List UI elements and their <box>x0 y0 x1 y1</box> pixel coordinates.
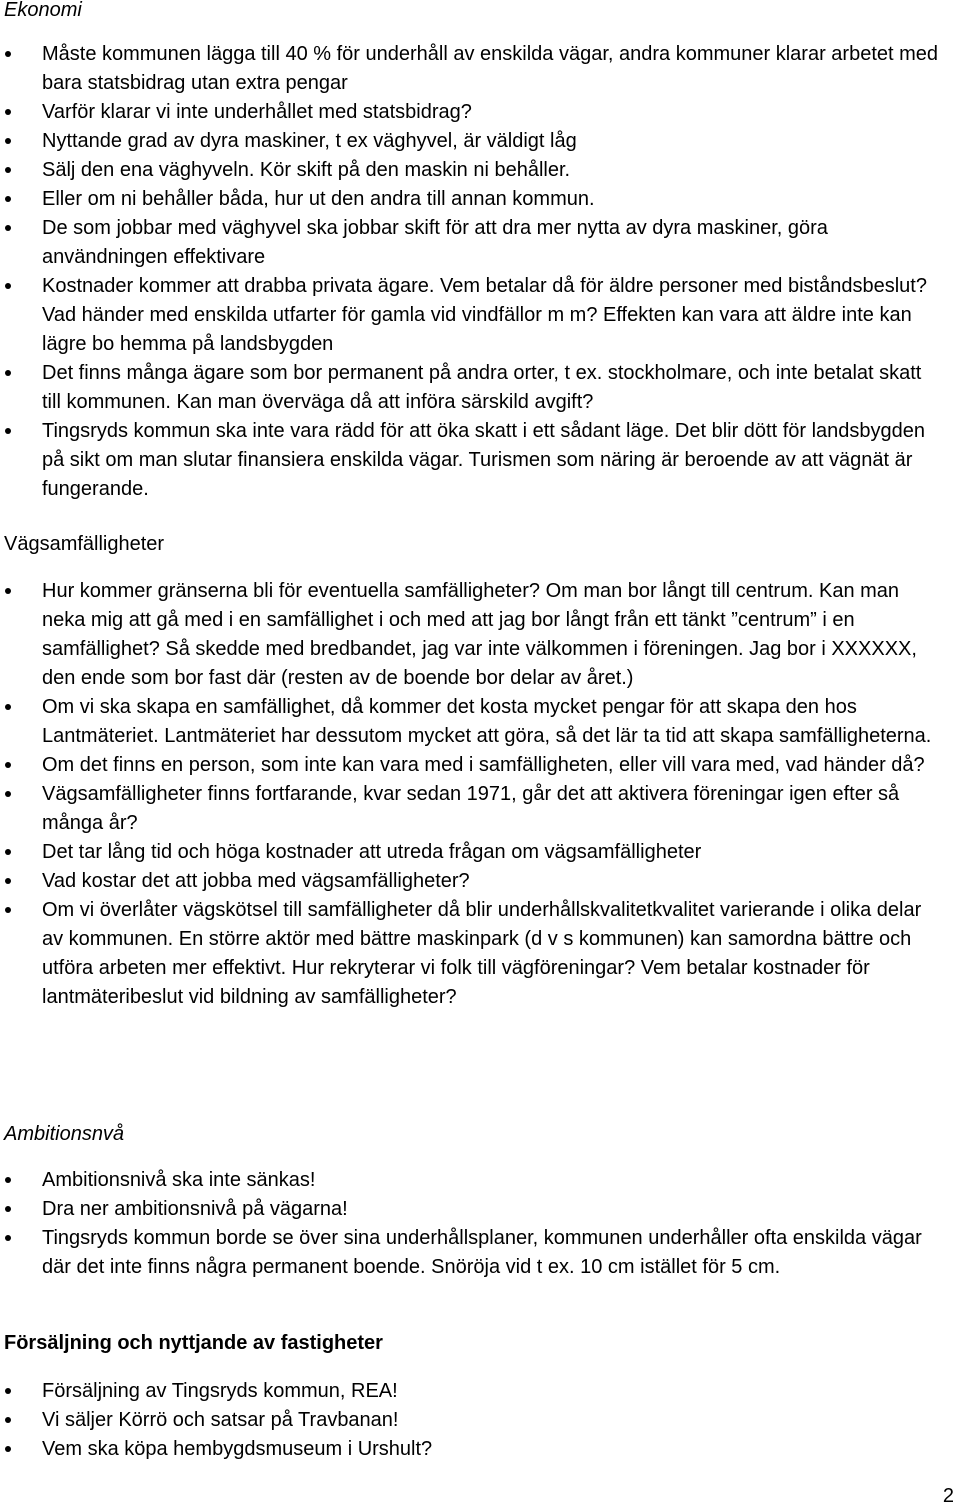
bullet-list-forsaljning <box>0 1377 940 1464</box>
list-item <box>0 1377 940 1406</box>
bullet-icon <box>5 704 11 710</box>
bullet-list-ekonomi <box>0 40 940 504</box>
section-heading-vagsamfalligheter: Vägsamfälligheter <box>4 533 165 555</box>
bullet-icon <box>5 428 11 434</box>
bullet-icon <box>5 138 11 144</box>
list-item <box>0 1435 940 1464</box>
bullet-icon <box>5 791 11 797</box>
section-heading-ekonomi: Ekonomi <box>4 0 82 21</box>
bullet-icon <box>5 907 11 913</box>
list-item <box>0 1166 940 1195</box>
list-item <box>0 40 940 98</box>
list-item-text: Om vi överlåter vägskötsel till samfälligheter då blir underhållskvalitetkvalitet varierande i olika delar av kommunen. En större aktör med bättre maskinpark (d v s kommunen) kan samordna bättre och utföra arbeten mer effektivt. Hur rekryterar vi folk till vägföreningar? Vem betalar kostnader för lantmäteribeslut vid bildning av samfälligheter? <box>42 899 922 1008</box>
list-item-text: Om vi ska skapa en samfällighet, då kommer det kosta mycket pengar för att skapa den hos Lantmäteriet. Lantmäteriet har dessutom mycket att göra, så det lär ta tid att skapa samfälligheterna. <box>42 696 932 747</box>
list-item <box>0 185 940 214</box>
list-item-text: Ambitionsnivå ska inte sänkas! <box>42 1169 316 1191</box>
list-item-text: Varför klarar vi inte underhållet med statsbidrag? <box>42 101 472 123</box>
list-item-text: De som jobbar med väghyvel ska jobbar skift för att dra mer nytta av dyra maskiner, göra användningen effektivare <box>42 217 828 268</box>
list-item <box>0 98 940 127</box>
list-item-text: Vi säljer Körrö och satsar på Travbanan! <box>42 1409 399 1431</box>
list-item-text: Kostnader kommer att drabba privata ägare. Vem betalar då för äldre personer med biståndsbeslut? Vad händer med enskilda utfarter för gamla vid vindfällor m m? Effekten kan vara att äldre inte kan lägre bo hemma på landsbygden <box>42 275 927 355</box>
list-item-text: Tingsryds kommun ska inte vara rädd för att öka skatt i ett sådant läge. Det blir dött för landsbygden på sikt om man slutar finansiera enskilda vägar. Turismen som näring är beroende av att vägnät är fungerande. <box>42 420 926 500</box>
list-item <box>0 780 940 838</box>
list-item-text: Tingsryds kommun borde se över sina underhållsplaner, kommunen underhåller ofta enskilda vägar där det inte finns några permanent boende. Snöröja vid t ex. 10 cm istället för 5 cm. <box>42 1227 922 1278</box>
bullet-list-ambitionsniva <box>0 1166 940 1282</box>
list-item <box>0 417 940 504</box>
list-item-text: Försäljning av Tingsryds kommun, REA! <box>42 1380 398 1402</box>
list-item-text: Sälj den ena väghyveln. Kör skift på den maskin ni behåller. <box>42 159 571 181</box>
bullet-icon <box>5 762 11 768</box>
list-item <box>0 156 940 185</box>
list-item <box>0 867 940 896</box>
bullet-icon <box>5 109 11 115</box>
list-item <box>0 1195 940 1224</box>
list-item <box>0 693 940 751</box>
bullet-icon <box>5 1177 11 1183</box>
bullet-icon <box>5 588 11 594</box>
bullet-icon <box>5 1388 11 1394</box>
list-item <box>0 127 940 156</box>
bullet-icon <box>5 1417 11 1423</box>
list-item-text: Måste kommunen lägga till 40 % för underhåll av enskilda vägar, andra kommuner klarar arbetet med bara statsbidrag utan extra pengar <box>42 43 939 94</box>
list-item <box>0 1406 940 1435</box>
section-heading-forsaljning: Försäljning och nyttjande av fastigheter <box>4 1332 383 1354</box>
list-item-text: Vad kostar det att jobba med vägsamfälligheter? <box>42 870 470 892</box>
list-item <box>0 214 940 272</box>
bullet-icon <box>5 1235 11 1241</box>
bullet-list-vagsamfalligheter <box>0 577 940 1012</box>
list-item-text: Vem ska köpa hembygdsmuseum i Urshult? <box>42 1438 433 1460</box>
section-heading-ambitionsniva: Ambitionsnvå <box>4 1123 125 1145</box>
list-item <box>0 1224 940 1282</box>
bullet-icon <box>5 51 11 57</box>
list-item-text: Vägsamfälligheter finns fortfarande, kvar sedan 1971, går det att aktivera föreningar igen efter så många år? <box>42 783 900 834</box>
list-item-text: Det finns många ägare som bor permanent på andra orter, t ex. stockholmare, och inte betalat skatt till kommunen. Kan man överväga då att införa särskild avgift? <box>42 362 922 413</box>
list-item <box>0 577 940 693</box>
bullet-icon <box>5 283 11 289</box>
bullet-icon <box>5 849 11 855</box>
list-item <box>0 272 940 359</box>
bullet-icon <box>5 370 11 376</box>
bullet-icon <box>5 196 11 202</box>
bullet-icon <box>5 225 11 231</box>
list-item <box>0 359 940 417</box>
list-item-text: Nyttande grad av dyra maskiner, t ex väghyvel, är väldigt låg <box>42 130 577 152</box>
bullet-icon <box>5 1206 11 1212</box>
list-item-text: Det tar lång tid och höga kostnader att utreda frågan om vägsamfälligheter <box>42 841 702 863</box>
page-number: 2 <box>942 1485 954 1507</box>
bullet-icon <box>5 878 11 884</box>
list-item-text: Om det finns en person, som inte kan vara med i samfälligheten, eller vill vara med, vad händer då? <box>42 754 925 776</box>
list-item <box>0 751 940 780</box>
list-item <box>0 896 940 1012</box>
list-item-text: Eller om ni behåller båda, hur ut den andra till annan kommun. <box>42 188 595 210</box>
bullet-icon <box>5 1446 11 1452</box>
list-item <box>0 838 940 867</box>
bullet-icon <box>5 167 11 173</box>
list-item-text: Dra ner ambitionsnivå på vägarna! <box>42 1198 348 1220</box>
list-item-text: Hur kommer gränserna bli för eventuella samfälligheter? Om man bor långt till centrum. Kan man neka mig att gå med i en samfällighet i och med att jag bor långt från ett tänkt ”centrum” i en samfällighet? Så skedde med bredbandet, jag var inte välkommen i föreningen. Jag bor i XXXXXX, den ende som bor fast där (resten av de boende bor delar av året.) <box>42 580 917 689</box>
